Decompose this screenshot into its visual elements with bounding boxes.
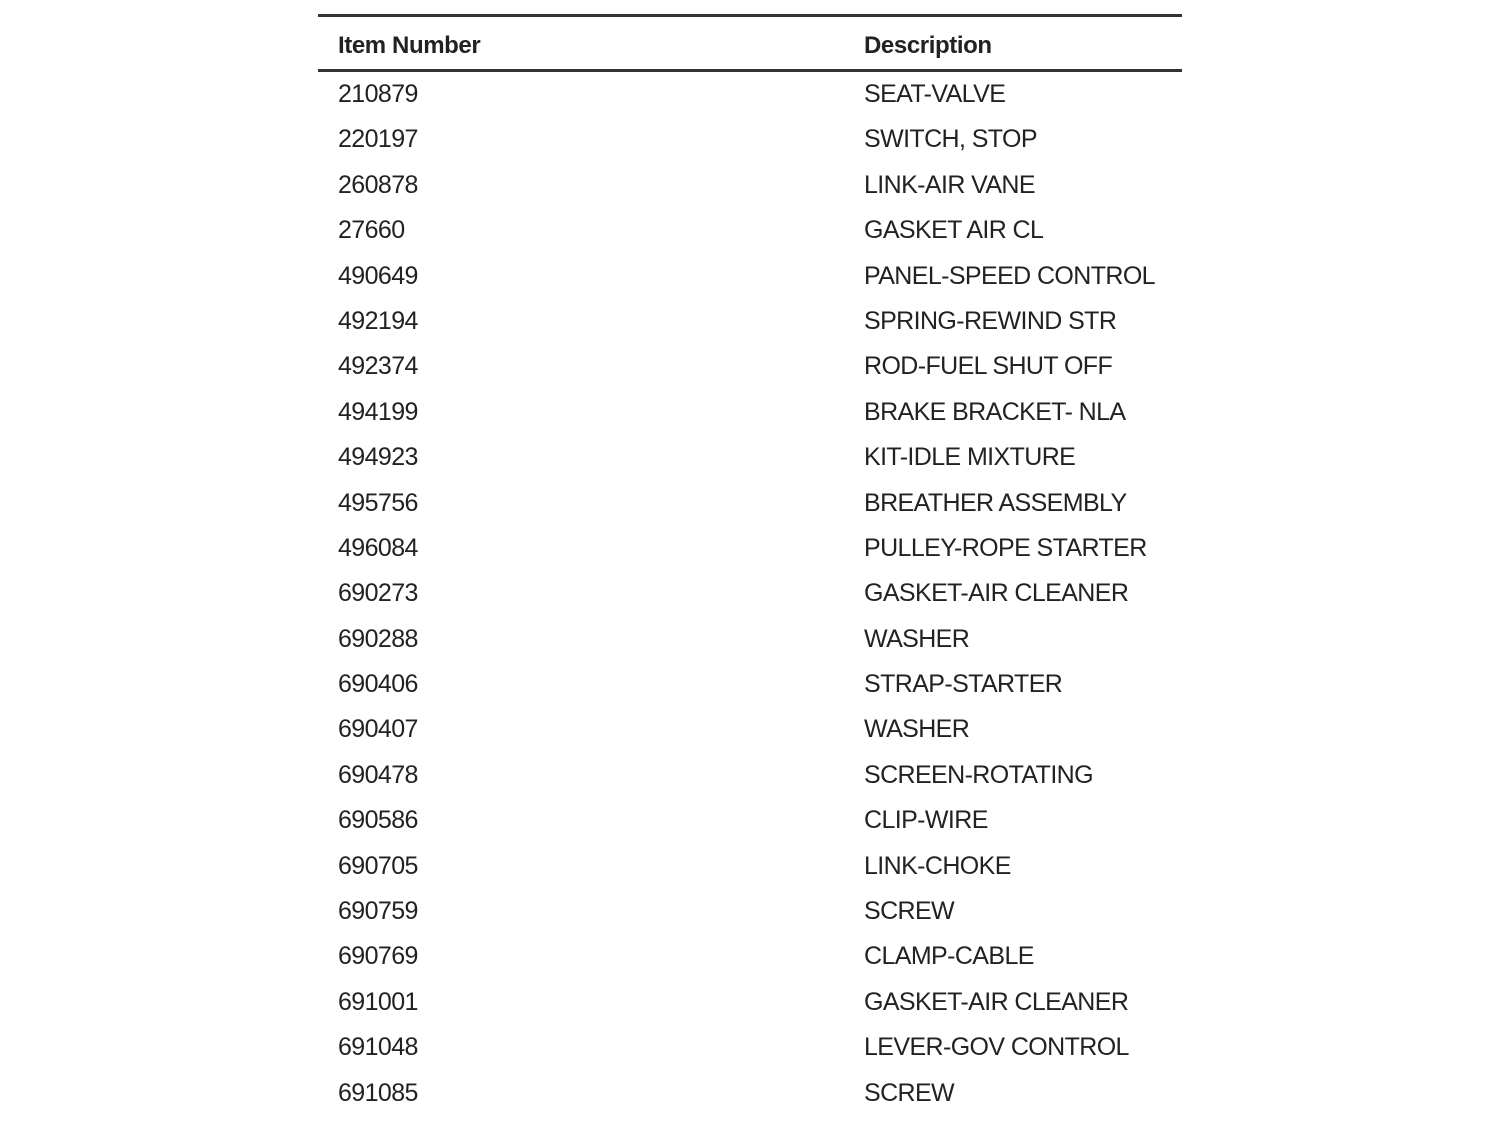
table-row bbox=[318, 1025, 1182, 1070]
description-cell: BREATHER ASSEMBLY bbox=[864, 488, 1127, 517]
item-number-cell: 492374 bbox=[338, 352, 418, 381]
description-cell: SCREW bbox=[864, 1078, 955, 1107]
table-row bbox=[318, 390, 1182, 435]
item-number-cell: 494199 bbox=[338, 397, 418, 426]
item-number-cell: 691001 bbox=[338, 987, 418, 1016]
item-number-cell: 220197 bbox=[338, 125, 418, 154]
table-row bbox=[318, 980, 1182, 1025]
description-header: Description bbox=[864, 32, 992, 59]
table-row bbox=[318, 163, 1182, 208]
item-number-cell: 494923 bbox=[338, 443, 418, 472]
parts-table bbox=[318, 14, 1182, 1116]
table-row bbox=[318, 254, 1182, 299]
description-cell: SEAT-VALVE bbox=[864, 80, 1006, 108]
description-cell: SPRING-REWIND STR bbox=[864, 306, 1117, 335]
description-cell: PANEL-SPEED CONTROL bbox=[864, 261, 1155, 290]
description-cell: GASKET AIR CL bbox=[864, 216, 1044, 245]
description-cell: SCREW bbox=[864, 897, 955, 926]
table-body bbox=[318, 72, 1182, 1116]
description-cell: STRAP-STARTER bbox=[864, 670, 1063, 699]
description-cell: CLAMP-CABLE bbox=[864, 942, 1034, 971]
table-row bbox=[318, 1071, 1182, 1116]
item-number-cell: 690407 bbox=[338, 715, 418, 744]
item-number-cell: 210879 bbox=[338, 80, 418, 108]
table-header-row bbox=[318, 17, 1182, 69]
item-number-cell: 690759 bbox=[338, 897, 418, 926]
table-row bbox=[318, 481, 1182, 526]
description-cell: PULLEY-ROPE STARTER bbox=[864, 533, 1147, 562]
table-row bbox=[318, 344, 1182, 389]
description-cell: SCREEN-ROTATING bbox=[864, 760, 1093, 789]
table-row bbox=[318, 844, 1182, 889]
table-row bbox=[318, 753, 1182, 798]
item-number-header: Item Number bbox=[338, 32, 481, 59]
table-row bbox=[318, 707, 1182, 752]
table-row bbox=[318, 798, 1182, 843]
item-number-cell: 690406 bbox=[338, 670, 418, 699]
item-number-cell: 690478 bbox=[338, 760, 418, 789]
table-row bbox=[318, 662, 1182, 707]
item-number-cell: 690273 bbox=[338, 579, 418, 608]
description-cell: WASHER bbox=[864, 624, 970, 653]
description-cell: LINK-CHOKE bbox=[864, 851, 1011, 880]
item-number-cell: 27660 bbox=[338, 216, 405, 245]
description-cell: GASKET-AIR CLEANER bbox=[864, 579, 1129, 608]
description-cell: KIT-IDLE MIXTURE bbox=[864, 443, 1076, 472]
table-row bbox=[318, 934, 1182, 979]
table-row bbox=[318, 617, 1182, 662]
item-number-cell: 691085 bbox=[338, 1078, 418, 1107]
description-cell: LINK-AIR VANE bbox=[864, 170, 1035, 199]
item-number-cell: 492194 bbox=[338, 306, 418, 335]
table-row bbox=[318, 208, 1182, 253]
description-cell: WASHER bbox=[864, 715, 970, 744]
description-cell: LEVER-GOV CONTROL bbox=[864, 1033, 1129, 1062]
item-number-cell: 690586 bbox=[338, 806, 418, 835]
item-number-cell: 496084 bbox=[338, 533, 418, 562]
description-cell: BRAKE BRACKET- NLA bbox=[864, 397, 1126, 426]
table-row bbox=[318, 435, 1182, 480]
item-number-cell: 260878 bbox=[338, 170, 418, 199]
item-number-cell: 690288 bbox=[338, 624, 418, 653]
table-row bbox=[318, 117, 1182, 162]
item-number-cell: 490649 bbox=[338, 261, 418, 290]
item-number-cell: 690705 bbox=[338, 851, 418, 880]
description-cell: CLIP-WIRE bbox=[864, 806, 988, 835]
table-row bbox=[318, 526, 1182, 571]
description-cell: GASKET-AIR CLEANER bbox=[864, 987, 1129, 1016]
item-number-cell: 690769 bbox=[338, 942, 418, 971]
table-row bbox=[318, 72, 1182, 117]
description-cell: ROD-FUEL SHUT OFF bbox=[864, 352, 1113, 381]
description-cell: SWITCH, STOP bbox=[864, 125, 1037, 154]
table-row bbox=[318, 299, 1182, 344]
table-row bbox=[318, 571, 1182, 616]
item-number-cell: 495756 bbox=[338, 488, 418, 517]
table-row bbox=[318, 889, 1182, 934]
item-number-cell: 691048 bbox=[338, 1033, 418, 1062]
